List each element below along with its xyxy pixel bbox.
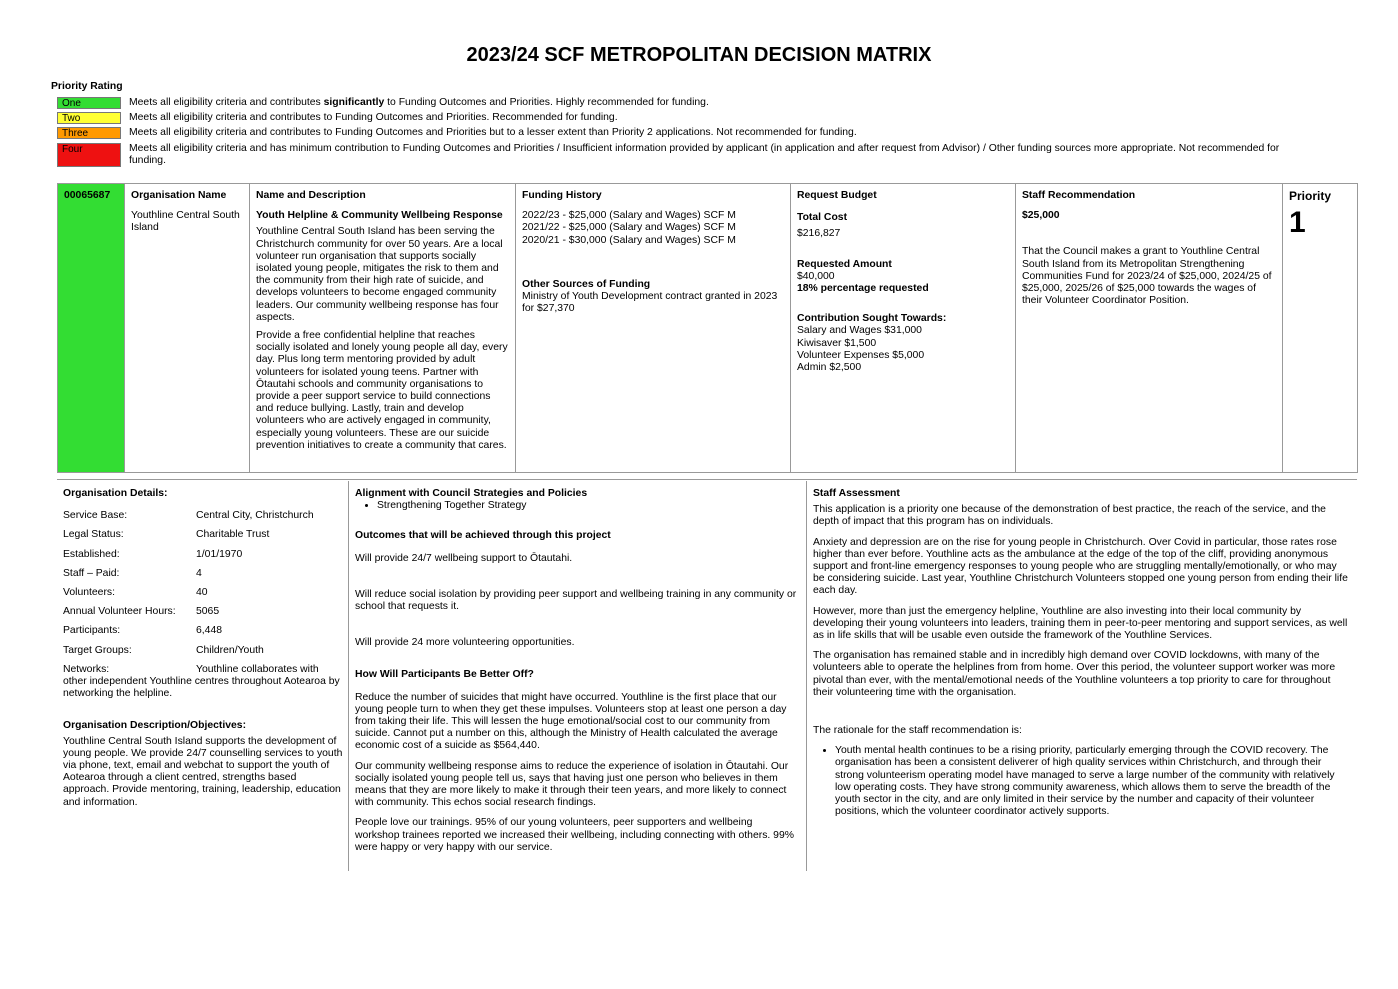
alignment-item: • Strengthening Together Strategy bbox=[377, 500, 798, 512]
application-id: 00065687 bbox=[64, 190, 111, 201]
funding-history-item: 2022/23 - $25,000 (Salary and Wages) SCF M bbox=[522, 210, 736, 222]
priority-cell bbox=[1283, 184, 1358, 473]
org-details-heading: Organisation Details: bbox=[63, 488, 168, 499]
request-budget-cell bbox=[791, 184, 1016, 473]
section-divider bbox=[57, 479, 1357, 480]
outcome-item: Will provide 24 more volunteering opportunities. bbox=[355, 637, 575, 649]
staff-recommendation-text: That the Council makes a grant to Youthline Central South Island from its Metropolitan Strengthening Communities Fund for 2023/24 of $25,000, 2024/25 of $25,000, 2025/26 of $25,000 towards the wages of their Volunteer Coordinator Position. bbox=[1022, 246, 1272, 307]
detail-row: Annual Volunteer Hours: 5065 bbox=[63, 606, 220, 618]
assessment-paragraph: Anxiety and depression are on the rise for young people in Christchurch. Over Covid in particular, those rates rose higher than ever before. Youthline acts as the ambulance at the edge of the top of the cliff, providing anonymous support and front-line emergency responses to young people who are struggling mentally/emotionally, or who may be considering suicide. Last year, Youthline Christchurch Volunteers stopped one young person from ending their life each day. bbox=[813, 536, 1348, 597]
contribution-item: Volunteer Expenses $5,000 bbox=[797, 349, 925, 361]
better-off-heading: How Will Participants Be Better Off? bbox=[355, 669, 534, 681]
legend-swatch-two: Two bbox=[57, 112, 121, 124]
funding-history-header: Funding History bbox=[522, 190, 602, 201]
legend-text-four: Meets all eligibility criteria and has minimum contribution to Funding Outcomes and Priorities / Insufficient information provided by applicant (in application and after request from Advisor) / Other funding sources more appropriate. Not recommended for funding. bbox=[129, 142, 1280, 166]
outcomes-heading: Outcomes that will be achieved through this project bbox=[355, 530, 611, 542]
funding-history-cell bbox=[516, 184, 791, 473]
requested-amount-value: $40,000 bbox=[797, 270, 835, 282]
priority-value: 1 bbox=[1289, 206, 1306, 240]
org-description-heading: Organisation Description/Objectives: bbox=[63, 720, 247, 732]
decision-matrix-table bbox=[57, 183, 1358, 473]
other-sources-heading: Other Sources of Funding bbox=[522, 278, 651, 290]
legend-row-three bbox=[57, 127, 1307, 139]
legend-row-two bbox=[57, 112, 1307, 124]
assessment-paragraph: This application is a priority one because of the demonstration of best practice, the reach of the service, and the depth of impact that this program has on individuals. bbox=[813, 504, 1326, 528]
detail-row: Target Groups: Children/Youth bbox=[63, 644, 264, 656]
alignment-heading: Alignment with Council Strategies and Policies bbox=[355, 488, 588, 499]
org-name: Youthline Central South Island bbox=[131, 210, 240, 234]
assessment-paragraph: However, more than just the emergency helpline, Youthline are also investing into their local community by developing their young volunteers into leaders, training them in peer-to-peer mentoring and support services, as well as in life skills that will be usable even outside the framework of the Youthline Services. bbox=[813, 605, 1348, 642]
priority-header: Priority bbox=[1289, 189, 1332, 203]
detail-row: Volunteers: 40 bbox=[63, 587, 208, 599]
legend-swatch-three: Three bbox=[57, 127, 121, 139]
org-name-header: Organisation Name bbox=[131, 190, 227, 201]
name-description-header: Name and Description bbox=[256, 190, 366, 201]
staff-recommendation-header: Staff Recommendation bbox=[1022, 190, 1136, 201]
legend-row-one bbox=[57, 97, 1307, 109]
better-off-paragraph: Our community wellbeing response aims to reduce the experience of isolation in Ōtautahi. Our socially isolated young people tell us, says that having just one person who believes in them means that they are more likely to make it through their teen years, and more likely to connect with community. This echos social research findings. bbox=[355, 760, 789, 809]
page-title: 2023/24 SCF METROPOLITAN DECISION MATRIX bbox=[466, 44, 932, 66]
org-name-cell bbox=[125, 184, 250, 473]
detail-row: Staff – Paid: 4 bbox=[63, 567, 202, 579]
org-description-text: Youthline Central South Island supports the development of young people. We provide 24/7 counselling services to youth via phone, text, email and webchat to support the youth of Aotearoa through a client centred, strengths based approach. Provide mentoring, training, leadership, education and information. bbox=[63, 735, 343, 808]
funding-history-item: 2020/21 - $30,000 (Salary and Wages) SCF M bbox=[522, 234, 736, 246]
legend-row-four bbox=[57, 143, 1307, 167]
alignment-section bbox=[355, 488, 798, 862]
project-description-1: Youthline Central South Island has been serving the Christchurch community for over 50 years. Are a local volunteer run organisation that supports socially isolated young people, mitigates the risk to them and the community from their high rate of suicide, and develops volunteers to become engaged community leaders. Our community wellbeing response has four aspects. bbox=[256, 226, 503, 323]
legend-swatch-four: Four bbox=[57, 143, 121, 167]
detail-row: Legal Status: Charitable Trust bbox=[63, 529, 270, 541]
total-cost-value: $216,827 bbox=[797, 228, 841, 240]
organisation-details-section bbox=[63, 488, 343, 809]
legend-text-two: Meets all eligibility criteria and contributes to Funding Outcomes and Priorities. Recommended for funding. bbox=[129, 112, 618, 124]
priority-legend bbox=[57, 97, 1307, 170]
assessment-paragraph: The organisation has remained stable and in incredibly high demand over COVID lockdowns, with many of the volunteers able to operate the helplines from from home. Over this period, the volunteer support worker was more pivotal than ever, with the mental/emotional needs of the Youthline volunteers a top priority to care for throughout their volunteering time with the organisation. bbox=[813, 650, 1336, 698]
legend-text-three: Meets all eligibility criteria and contributes to Funding Outcomes and Priorities but to a lesser extent than Priority 2 applications. Not recommended for funding. bbox=[129, 127, 857, 139]
detail-row: Established: 1/01/1970 bbox=[63, 548, 243, 560]
contribution-item: Admin $2,500 bbox=[797, 362, 862, 374]
better-off-paragraph: Reduce the number of suicides that might have occurred. Youthline is the first place that our young people turn to when they get these impulses. Volunteers stop at least one person a day from taking their life. This will lessen the huge emotional/social cost to our community from suicide. Cannot put a number on this, although the Ministry of Health calculated the average economic cost of a suicide as $564,440. bbox=[355, 691, 787, 752]
contribution-label: Contribution Sought Towards: bbox=[797, 313, 947, 325]
staff-recommendation-amount: $25,000 bbox=[1022, 210, 1060, 222]
project-title: Youth Helpline & Community Wellbeing Response bbox=[256, 210, 503, 222]
contribution-item: Salary and Wages $31,000 bbox=[797, 325, 922, 337]
column-divider-left bbox=[348, 481, 349, 871]
rationale-list bbox=[813, 745, 1351, 818]
legend-swatch-one: One bbox=[57, 97, 121, 109]
other-sources-text: Ministry of Youth Development contract granted in 2023 for $27,370 bbox=[522, 291, 778, 315]
rationale-intro: The rationale for the staff recommendation is: bbox=[813, 725, 1022, 737]
request-budget-header: Request Budget bbox=[797, 190, 877, 201]
outcome-item: Will reduce social isolation by providing peer support and wellbeing training in any community or school that requests it. bbox=[355, 588, 797, 613]
better-off-paragraph: People love our trainings. 95% of our young volunteers, peer supporters and wellbeing workshop trainees reported we increased their wellbeing, including connecting with others. 99% were happy or very happy with our service. bbox=[355, 817, 794, 853]
detail-row: Participants: 6,448 bbox=[63, 625, 223, 637]
legend-text-one: Meets all eligibility criteria and contributes significantly to Funding Outcomes and Priorities. Highly recommended for funding. bbox=[129, 97, 709, 108]
name-description-cell bbox=[250, 184, 516, 473]
staff-recommendation-cell bbox=[1016, 184, 1283, 473]
total-cost-label: Total Cost bbox=[797, 212, 848, 224]
column-divider-right bbox=[806, 481, 807, 871]
priority-rating-heading: Priority Rating bbox=[51, 81, 123, 92]
alignment-list bbox=[355, 500, 798, 512]
application-id-cell bbox=[58, 184, 125, 473]
project-description-2: Provide a free confidential helpline that reaches socially isolated and lonely young people all day, every day. Plus long term mentoring provided by adult volunteers for isolated young teens. Partner with Ōtautahi schools and community organisations to provide a peer support service to build connections and reduce bullying. Lastly, train and develop volunteers who are actively engaged in community, especially young volunteers. These are our suicide prevention initiatives to create a community that cares. bbox=[256, 330, 508, 451]
contribution-item: Kiwisaver $1,500 bbox=[797, 337, 877, 349]
rationale-item: • Youth mental health continues to be a rising priority, particularly emerging through the COVID recovery. The organisation has been a consistent deliverer of high quality services within Christchurch, and through their strong volunteerism operating model have managed to serve a large number of the community with relatively low operating costs. They have strong community awareness, which allows them to serve the breadth of the youth sector in the city, and are only limited in their service by the number and capacity of their volunteer positions, which the volunteer coordinator actively supports. bbox=[835, 745, 1351, 818]
staff-assessment-heading: Staff Assessment bbox=[813, 488, 900, 499]
staff-assessment-section bbox=[813, 488, 1351, 824]
outcome-item: Will provide 24/7 wellbeing support to Ōtautahi. bbox=[355, 552, 573, 564]
requested-amount-label: Requested Amount bbox=[797, 258, 892, 270]
funding-history-item: 2021/22 - $25,000 (Salary and Wages) SCF M bbox=[522, 222, 736, 234]
networks-row: Networks: Youthline collaborates with other independent Youthline centres throughout Aotearoa by networking the helpline. bbox=[63, 663, 340, 700]
detail-row: Service Base: Central City, Christchurch bbox=[63, 510, 314, 522]
percentage-requested: 18% percentage requested bbox=[797, 283, 929, 295]
